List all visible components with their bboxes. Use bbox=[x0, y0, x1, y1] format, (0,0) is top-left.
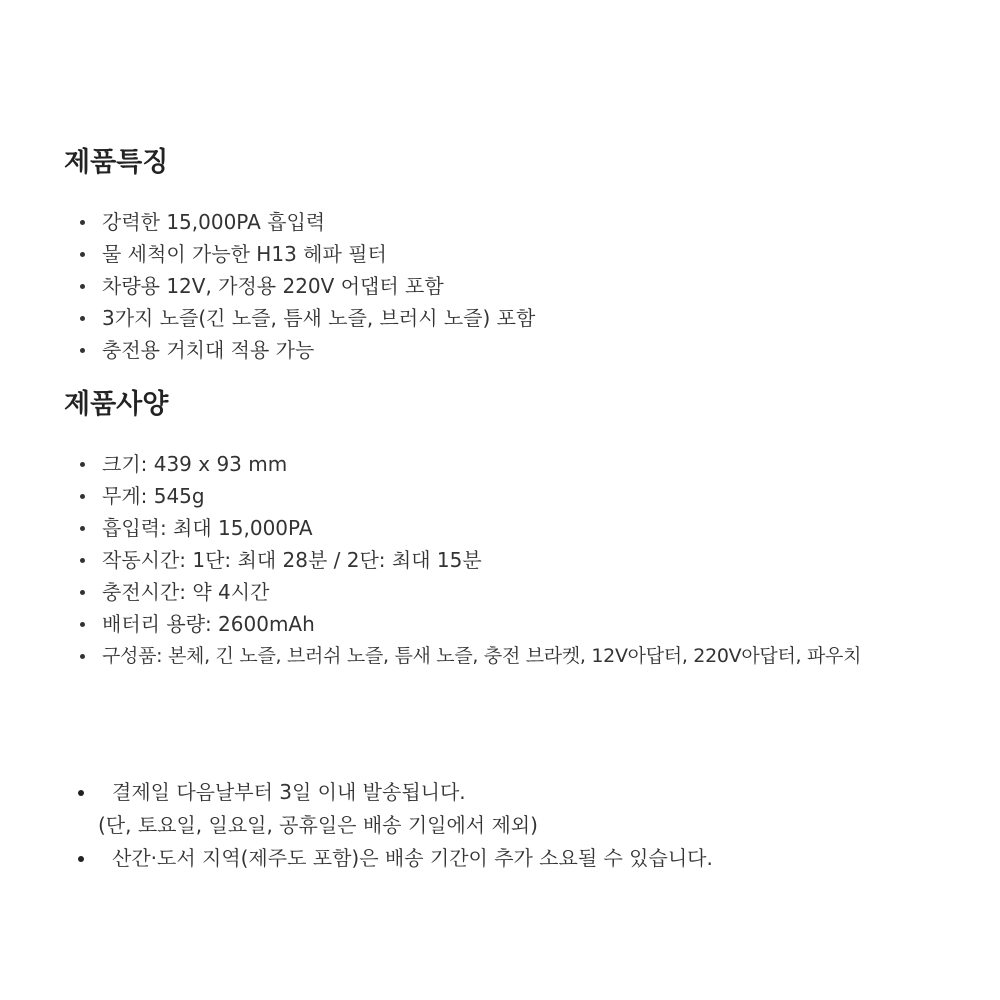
bullet-icon bbox=[78, 790, 84, 796]
bullet-icon bbox=[80, 654, 85, 659]
shipping-notice bbox=[72, 776, 713, 875]
feature-text: 3가지 노즐(긴 노즐, 틈새 노즐, 브러시 노즐) 포함 bbox=[102, 306, 536, 330]
list-item bbox=[72, 842, 713, 875]
bullet-icon bbox=[78, 856, 84, 862]
features-heading: 제품특징 bbox=[64, 147, 169, 178]
shipping-text: 결제일 다음날부터 3일 이내 발송됩니다. bbox=[112, 780, 466, 804]
list-item bbox=[72, 776, 713, 842]
bullet-icon bbox=[80, 252, 85, 257]
bullet-icon bbox=[80, 348, 85, 353]
spec-text: 작동시간: 1단: 최대 28분 / 2단: 최대 15분 bbox=[102, 548, 482, 572]
bullet-icon bbox=[80, 284, 85, 289]
bullet-icon bbox=[80, 558, 85, 563]
bullet-icon bbox=[80, 316, 85, 321]
bullet-icon bbox=[80, 526, 85, 531]
bullet-icon bbox=[80, 590, 85, 595]
spec-text: 무게: 545g bbox=[102, 484, 205, 508]
feature-text: 충전용 거치대 적용 가능 bbox=[102, 338, 315, 362]
spec-text: 배터리 용량: 2600mAh bbox=[102, 612, 315, 636]
spec-text: 흡입력: 최대 15,000PA bbox=[102, 516, 313, 540]
feature-text: 차량용 12V, 가정용 220V 어댑터 포함 bbox=[102, 274, 444, 298]
bullet-icon bbox=[80, 494, 85, 499]
spec-text: 구성품: 본체, 긴 노즐, 브러쉬 노즐, 틈새 노즐, 충전 브라켓, 12V아답터, 220V아답터, 파우치 bbox=[102, 645, 862, 667]
bullet-icon bbox=[80, 462, 85, 467]
spec-text: 크기: 439 x 93 mm bbox=[102, 452, 288, 476]
bullet-icon bbox=[80, 220, 85, 225]
shipping-text: 산간·도서 지역(제주도 포함)은 배송 기간이 추가 소요될 수 있습니다. bbox=[112, 846, 713, 870]
bullet-icon bbox=[80, 622, 85, 627]
shipping-subtext: (단, 토요일, 일요일, 공휴일은 배송 기일에서 제외) bbox=[98, 813, 538, 837]
specs-heading: 제품사양 bbox=[64, 389, 169, 420]
spec-text: 충전시간: 약 4시간 bbox=[102, 580, 270, 604]
feature-text: 물 세척이 가능한 H13 헤파 필터 bbox=[102, 242, 387, 266]
feature-text: 강력한 15,000PA 흡입력 bbox=[102, 210, 326, 234]
